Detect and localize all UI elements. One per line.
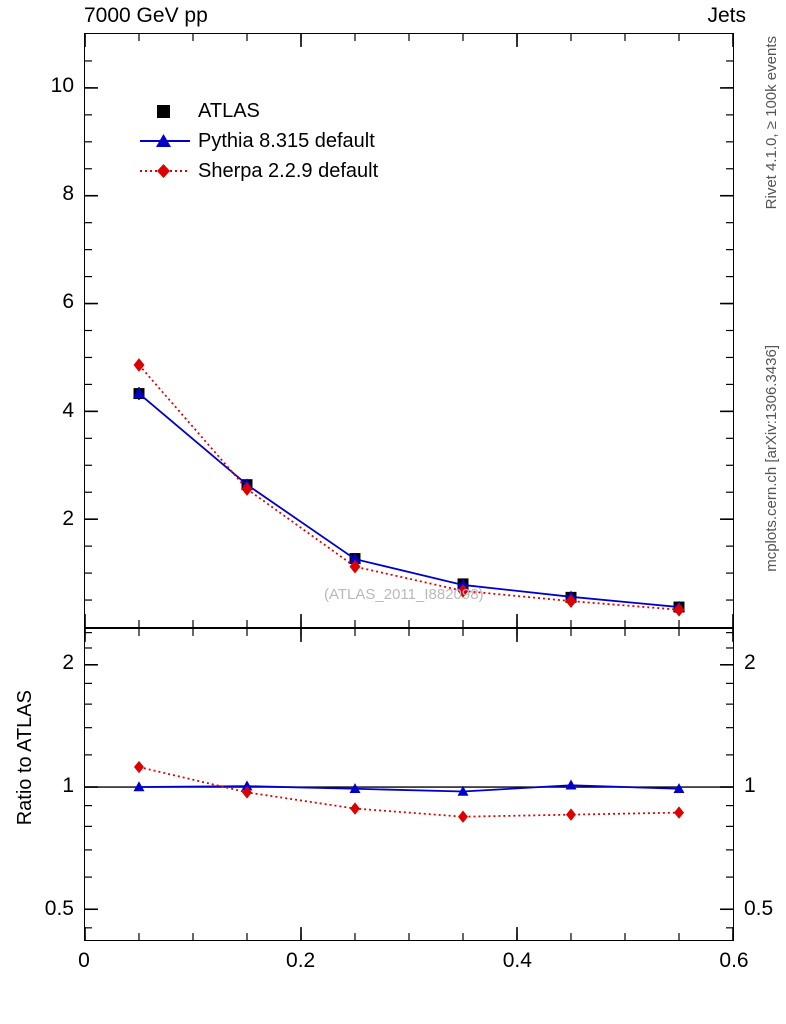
ratio-series-line: [139, 767, 679, 817]
ratio-y-tick-label-right: 1: [744, 774, 756, 798]
ratio-y-tick-label-left: 1: [62, 774, 74, 798]
legend-label-atlas: ATLAS: [198, 100, 260, 122]
ratio-y-tick-label-left: 0.5: [44, 897, 74, 921]
y-tick-label: 10: [50, 74, 74, 98]
y-tick-label: 4: [62, 398, 74, 422]
y-tick-label: 8: [62, 182, 74, 206]
legend-marker-atlas: [140, 98, 190, 124]
ratio-plot-frame: [84, 628, 734, 941]
data-point-marker: [566, 808, 576, 820]
x-tick-label: 0.6: [719, 949, 749, 972]
data-point-marker: [458, 811, 468, 823]
x-tick-label: 0.2: [286, 949, 316, 972]
data-point-marker: [350, 802, 360, 814]
legend-label-pythia: Pythia 8.315 default: [198, 130, 375, 152]
series-line: [139, 365, 679, 610]
arxiv-reference-note: mcplots.cern.ch [arXiv:1306.3436]: [763, 345, 780, 572]
series-line: [139, 394, 679, 607]
ratio-y-tick-label-right: 0.5: [744, 897, 774, 921]
rivet-version-note: Rivet 4.1.0, ≥ 100k events: [763, 36, 780, 210]
legend-label-sherpa: Sherpa 2.2.9 default: [198, 160, 379, 182]
x-tick-label: 0: [78, 949, 90, 972]
ratio-y-tick-label-left: 2: [62, 651, 74, 675]
y-tick-label: 2: [62, 506, 74, 530]
x-tick-label: 0.4: [502, 949, 532, 972]
header-left-label: 7000 GeV pp: [84, 4, 208, 27]
ratio-plot-svg: [85, 629, 733, 940]
ratio-axis-title: Ratio to ATLAS: [14, 690, 36, 826]
ratio-y-tick-label-right: 2: [744, 651, 756, 675]
data-point-marker: [674, 806, 684, 818]
y-tick-label: 6: [62, 290, 74, 314]
data-point-marker: [134, 761, 144, 773]
ratio-series-line: [139, 785, 679, 791]
legend-marker-pythia: [140, 128, 190, 154]
dataset-watermark: (ATLAS_2011_I882098): [324, 586, 484, 603]
legend-marker-sherpa: [140, 158, 190, 184]
header-right-label: Jets: [707, 4, 746, 27]
